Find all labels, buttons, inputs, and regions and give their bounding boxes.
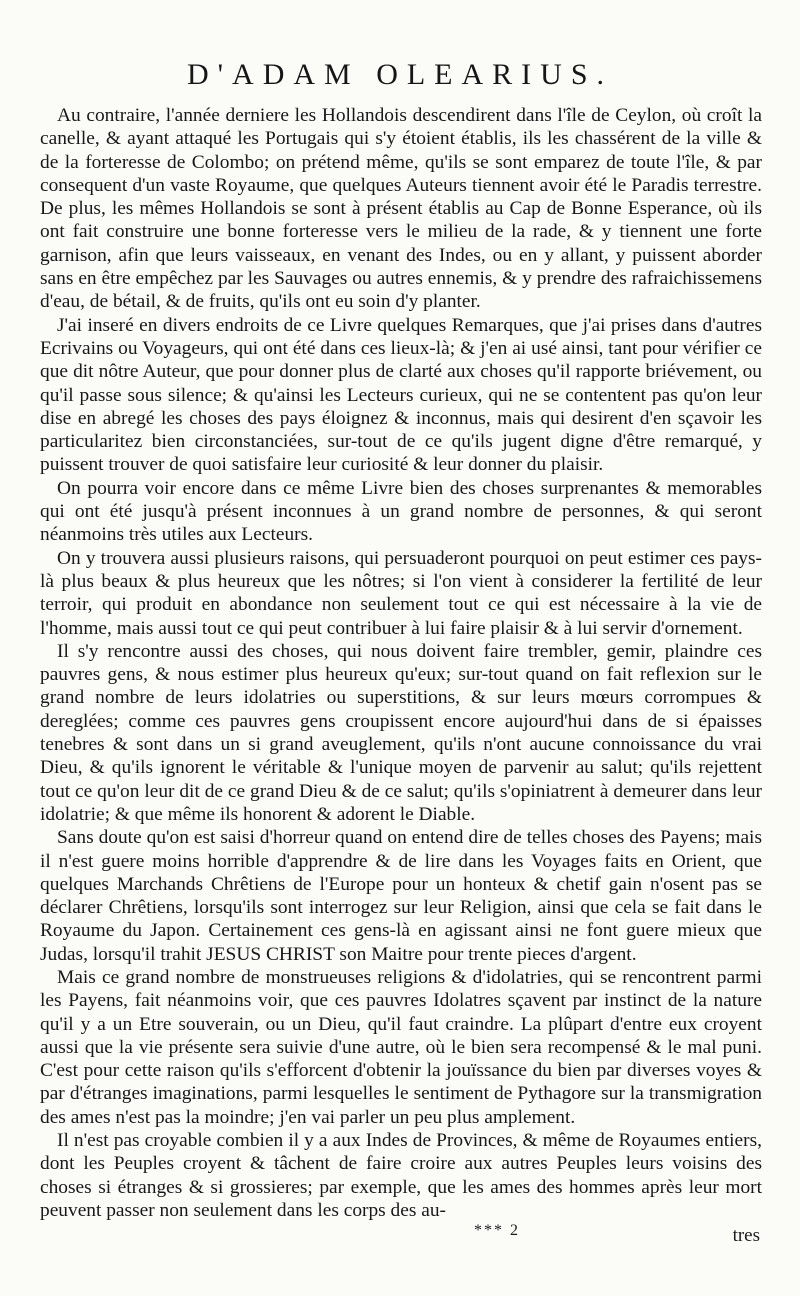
paragraph-6: Sans doute qu'on est saisi d'horreur quand on entend dire de telles choses des Payens; mais il n'est guere moins horrible d'apprendre & de lire dans les Voyages faits en Orient, que quelques Marchands Chrêtiens de l'Europe pour un honteux & chetif gain n'osent pas se déclarer Chrêtiens, lorsqu'ils sont interrogez sur leur Religion, ainsi que cela se fait dans le Royaume du Japon. Certainement ces gens-là en agissant ainsi ne font guere mieux que Judas, lorsqu'il trahit JESUS CHRIST son Maitre pour trente pieces d'argent. [40,827,762,965]
paragraph-4: On y trouvera aussi plusieurs raisons, qui persuaderont pourquoi on peut estimer ces pays-là plus beaux & plus heureux que les nôtres; si l'on vient à considerer la fertilité de leur terroir, qui produit en abondance non seulement tout ce qui est nécessaire à la vie de l'homme, mais aussi tout ce qui peut contribuer à lui faire plaisir & à lui servir d'ornement. [40,547,762,639]
paragraph-2: J'ai inseré en divers endroits de ce Livre quelques Remarques, que j'ai prises dans d'autres Ecrivains ou Voyageurs, qui ont été dans ces lieux-là; & j'en ai usé ainsi, tant pour vérifier ce que dit nôtre Auteur, que pour donner plus de clarté aux choses qu'il rapporte briévement, ou qu'il passe sous silence; & qu'ainsi les Lecteurs curieux, qui ne se contentent pas qu'on leur dise en abregé les choses des pays éloignez & inconnus, mais qui desirent d'en sçavoir les particularitez bien circonstanciées, sur-tout de ce qu'ils jugent digne d'être remarqué, y puissent trouver de quoi satisfaire leur curiosité & leur donner du plaisir. [40,314,762,476]
body-text [40,104,762,1222]
catchword: tres [732,1225,760,1246]
paragraph-7: Mais ce grand nombre de monstrueuses religions & d'idolatries, qui se rencontrent parmi les Payens, fait néanmoins voir, que ces pauvres Idolatres sçavent par instinct de la nature qu'il y a un Etre souverain, ou un Dieu, qu'il faut craindre. La plûpart d'entre eux croyent aussi que la vie présente sera suivie d'une autre, où le bien sera recompensé & le mal puni. C'est pour cette raison qu'ils s'efforcent d'obtenir la jouïssance du bien par diverses voyes & par d'étranges imaginations, parmi lesquelles le sentiment de Pythagore sur la transmigration des ames n'est pas la moindre; j'en vai parler un peu plus amplement. [40,966,762,1128]
running-head: D'ADAM OLEARIUS. [186,58,614,91]
signature-mark: *** 2 [474,1222,520,1239]
paragraph-8: Il n'est pas croyable combien il y a aux Indes de Provinces, & même de Royaumes entiers, dont les Peuples croyent & tâchent de faire croire aux autres Peuples leurs voisins des choses si étranges & si grossieres; par exemple, que les ames des hommes après leur mort peuvent passer non seulement dans les corps des au- [40,1130,762,1221]
paragraph-5: Il s'y rencontre aussi des choses, qui nous doivent faire trembler, gemir, plaindre ces pauvres gens, & nous estimer plus heureux qu'eux; sur-tout quand on fait reflexion sur le grand nombre de leurs idolatries ou superstitions, & sur leurs mœurs corrompues & dereglées; comme ces pauvres gens croupissent encore aujourd'hui dans de si épaisses tenebres & sont dans un si grand aveuglement, qu'ils n'ont aucune connoissance du vrai Dieu, & qu'ils ignorent le véritable & l'unique moyen de parvenir au salut; qu'ils rejettent tout ce qu'on leur dit de ce grand Dieu & de ce salut; qu'ils s'opiniatrent à demeurer dans leur idolatrie; & que même ils honorent & adorent le Diable. [40,640,762,825]
paragraph-3: On pourra voir encore dans ce même Livre bien des choses surprenantes & memorables qui ont été jusqu'à présent inconnues à un grand nombre de personnes, & qui seront néanmoins très utiles aux Lecteurs. [40,477,762,546]
paragraph-1: Au contraire, l'année derniere les Hollandois descendirent dans l'île de Ceylon, où croît la canelle, & ayant attaqué les Portugais qui s'y étoient établis, ils les chassérent de la ville & de la forteresse de Colombo; on prétend même, qu'ils se sont emparez de toute l'île, & par consequent d'un vaste Royaume, que quelques Auteurs tiennent avoir été le Paradis terrestre. De plus, les mêmes Hollandois se sont à présent établis au Cap de Bonne Esperance, où ils ont fait construire une bonne forteresse vers le milieu de la rade, & y tiennent une forte garnison, afin que leurs vaisseaux, en venant des Indes, ou en y allant, y puissent aborder sans en être empêchez par les Sauvages ou autres ennemis, & y prendre des rafraichissemens d'eau, de bétail, & de fruits, qu'ils ont eu soin d'y planter. [40,105,762,313]
